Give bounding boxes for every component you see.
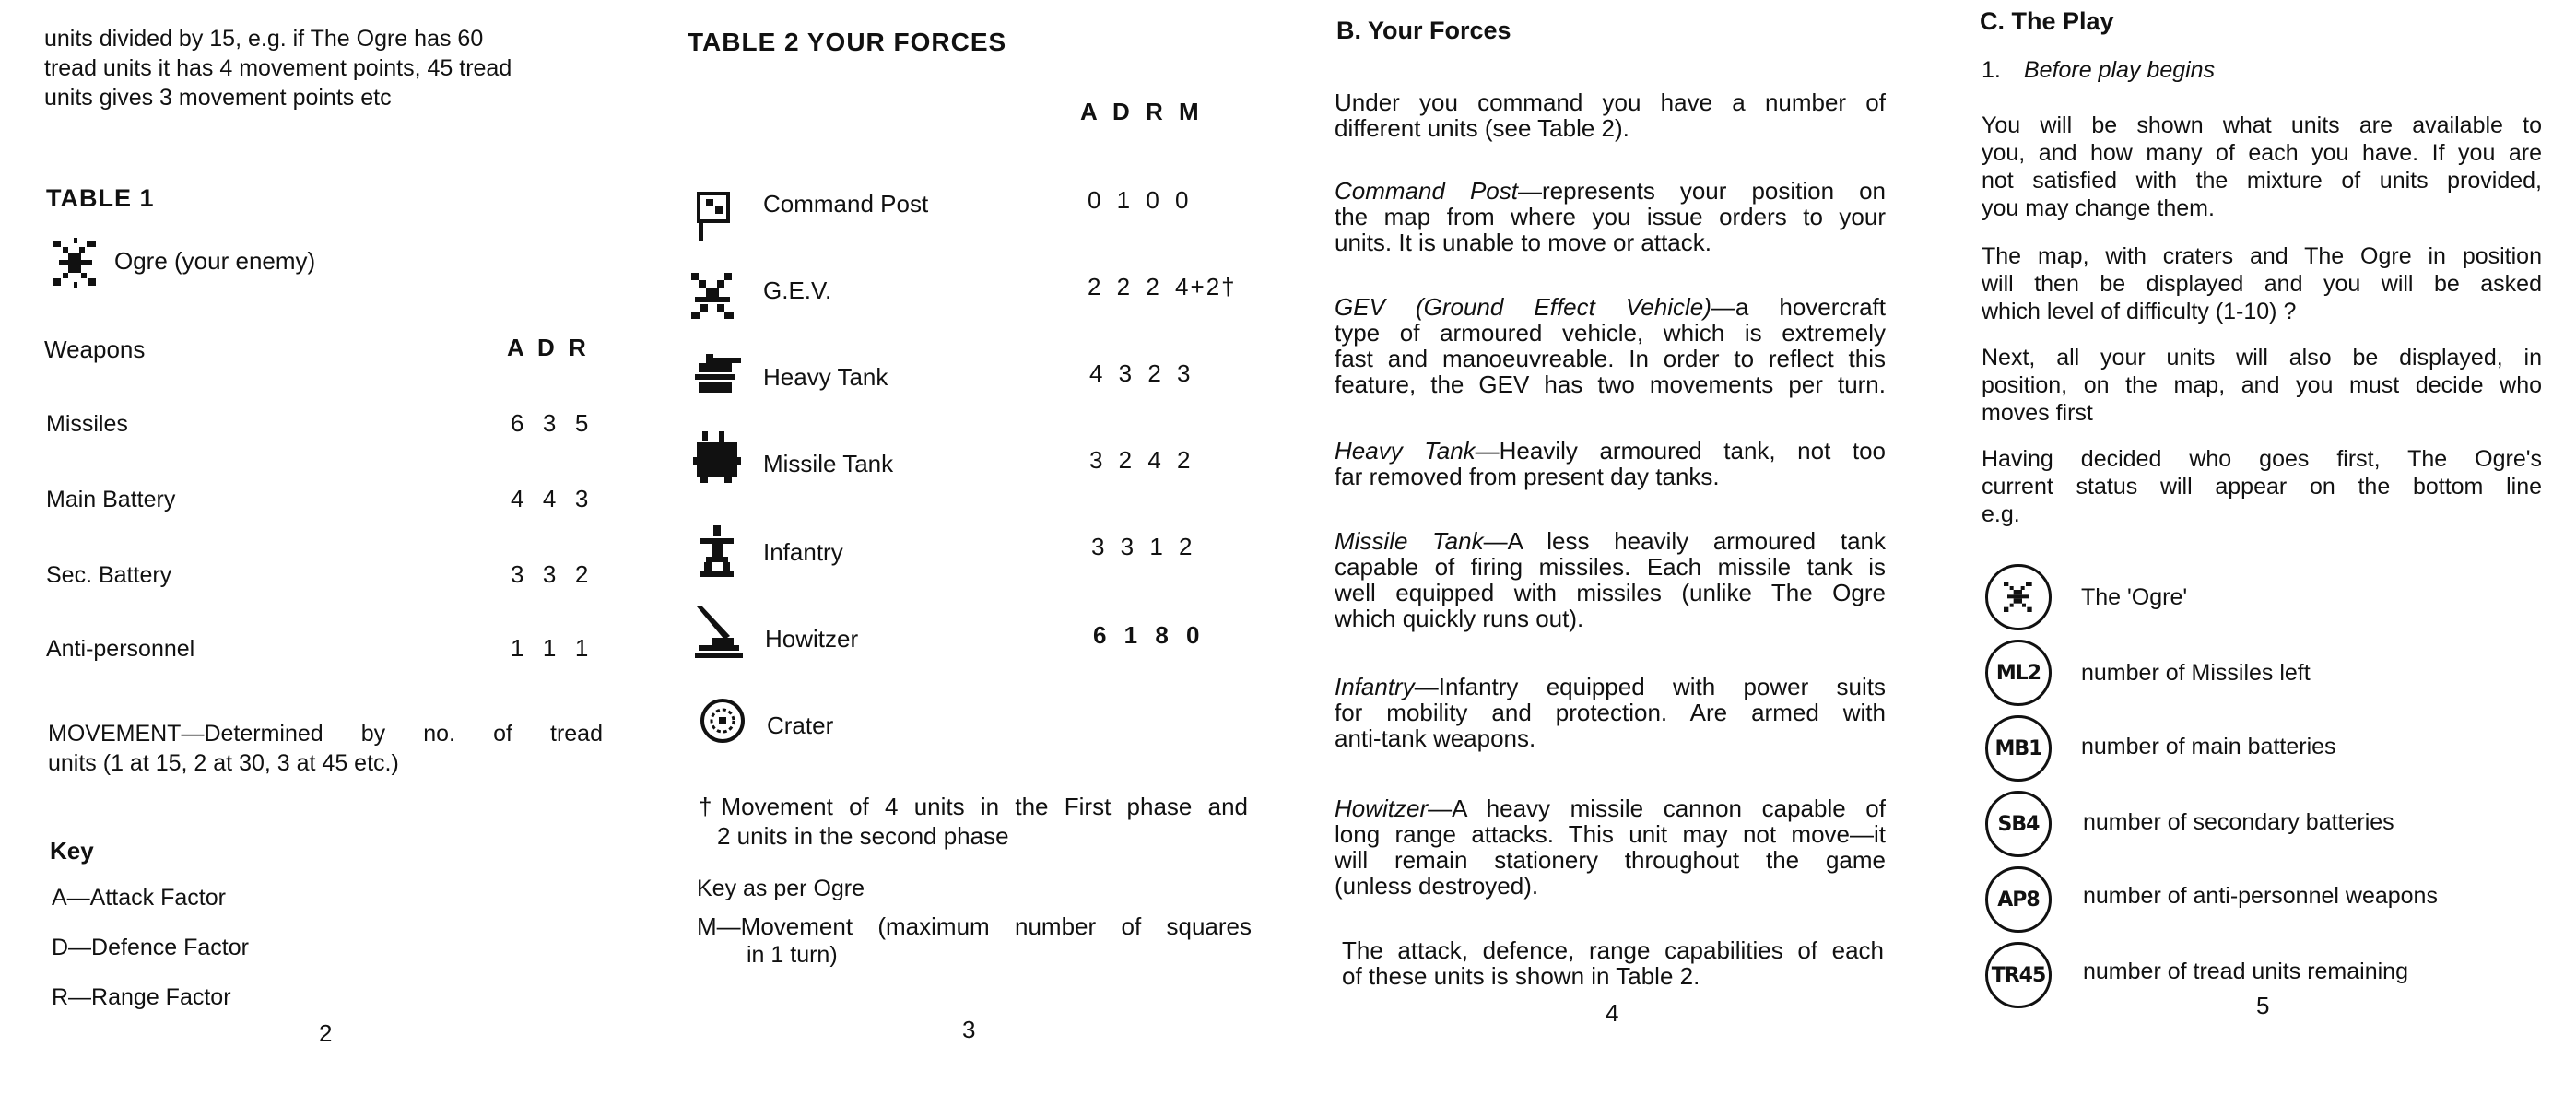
section-line: anti-tank weapons.	[1335, 724, 1536, 752]
para1-line: you, and how many of each you have. If you are	[1982, 140, 2542, 166]
para3-line: Next, all your units will also be displayed, in	[1982, 345, 2542, 371]
section-infantry-line-1: Infantry—Infantry equipped with power suits	[1335, 673, 1886, 700]
para1-line: not satisfied with the mixture of units provided,	[1982, 168, 2542, 194]
key-title: Key	[50, 837, 94, 865]
key-item: D—Defence Factor	[52, 935, 249, 960]
section-line: well equipped with missiles (unlike The Ogre	[1335, 579, 1886, 606]
section-gev-line-1: GEV (Ground Effect Vehicle)—a hovercraft	[1335, 293, 1886, 321]
your-forces-title: B. Your Forces	[1336, 17, 1511, 44]
page-number: 3	[962, 1016, 976, 1043]
status-badge: MB1	[1985, 715, 2052, 782]
section-line: will remain stationery throughout the game	[1335, 846, 1886, 874]
section-line: which quickly runs out).	[1335, 605, 1584, 632]
status-label: The 'Ogre'	[2081, 584, 2188, 610]
movement-key-line-1: M—Movement (maximum number of squares	[697, 912, 1252, 940]
section-line: capable of firing missiles. Each missile tank is	[1335, 553, 1886, 581]
footnote-line-2: 2 units in the second phase	[717, 822, 1009, 850]
section-howitzer-line-1: Howitzer—A heavy missile cannon capable of	[1335, 794, 1886, 822]
status-label: number of secondary batteries	[2083, 809, 2394, 835]
section-line: for mobility and protection. Are armed with	[1335, 699, 1886, 726]
para4-line: e.g.	[1982, 501, 2020, 527]
weapon-name: Anti-personnel	[46, 636, 195, 662]
unit-name: Crater	[767, 712, 834, 739]
para2-line: which level of difficulty (1-10) ?	[1982, 299, 2297, 324]
status-badge: TR45	[1985, 942, 2052, 1008]
unit-name: Command Post	[763, 190, 929, 218]
para3-line: position, on the map, and you must decide who	[1982, 372, 2542, 398]
subtitle: Before play begins	[2024, 57, 2216, 83]
weapons-col-header: A D R	[507, 334, 590, 361]
status-label: number of tread units remaining	[2083, 959, 2408, 984]
term: Missile Tank	[1335, 527, 1484, 555]
weapon-name: Sec. Battery	[46, 562, 172, 588]
subtitle-number: 1.	[1982, 57, 2001, 83]
ogre-status-badge	[1985, 564, 2052, 630]
para1-line: you may change them.	[1982, 195, 2215, 221]
closing-line-1: The attack, defence, range capabilities of each	[1342, 936, 1884, 964]
para2-line: will then be displayed and you will be asked	[1982, 271, 2542, 297]
forces-col-header: A D R M	[1080, 98, 1204, 125]
page-number: 5	[2256, 992, 2270, 1019]
intro-line-3: units gives 3 movement points etc	[44, 85, 392, 111]
unit-name: Infantry	[763, 538, 843, 566]
term: Command Post	[1335, 177, 1518, 205]
section-line: (unless destroyed).	[1335, 872, 1539, 900]
unit-values: 4 3 2 3	[1089, 359, 1193, 387]
status-label: number of anti-personnel weapons	[2083, 883, 2438, 909]
movement-line-2: units (1 at 15, 2 at 30, 3 at 45 etc.)	[48, 750, 399, 776]
weapon-values: 1 1 1	[511, 634, 591, 662]
unit-name: Howitzer	[765, 625, 859, 653]
term: Infantry	[1335, 673, 1415, 700]
para1-line: You will be shown what units are available to	[1982, 112, 2542, 138]
movement-key-line-2: in 1 turn)	[747, 942, 838, 968]
section-line: type of armoured vehicle, which is extremely	[1335, 319, 1886, 347]
weapon-values: 3 3 2	[511, 560, 591, 588]
crater-icon	[699, 695, 747, 747]
weapons-header: Weapons	[44, 335, 146, 363]
status-badge: AP8	[1985, 866, 2052, 933]
section-line: long range attacks. This unit may not move—it	[1335, 820, 1886, 848]
closing-line-2: of these units is shown in Table 2.	[1342, 962, 1700, 990]
key-item: A—Attack Factor	[52, 885, 226, 911]
movement-line-1: MOVEMENT—Determined by no. of tread	[48, 721, 603, 747]
unit-name: Heavy Tank	[763, 363, 888, 391]
section-heavy-tank-line-1: Heavy Tank—Heavily armoured tank, not too	[1335, 437, 1886, 465]
command-post-icon	[697, 190, 732, 243]
term: Howitzer	[1335, 794, 1429, 822]
intro-line-1: Under you command you have a number of	[1335, 88, 1886, 116]
para2-line: The map, with craters and The Ogre in position	[1982, 243, 2542, 269]
section-line: far removed from present day tanks.	[1335, 463, 1720, 490]
page-number: 4	[1606, 999, 1619, 1027]
unit-values: 3 2 4 2	[1089, 446, 1193, 474]
unit-values: 0 1 0 0	[1088, 186, 1191, 214]
missile-tank-icon	[691, 429, 743, 485]
intro-line-1: units divided by 15, e.g. if The Ogre has 60	[44, 26, 484, 52]
status-badge: ML2	[1985, 640, 2052, 706]
page-number: 2	[319, 1019, 333, 1047]
unit-values: 6 1 8 0	[1093, 621, 1202, 649]
heavy-tank-icon	[693, 350, 743, 394]
para3-line: moves first	[1982, 400, 2093, 426]
section-missile-tank-line-1: Missile Tank—A less heavily armoured tank	[1335, 527, 1886, 555]
term: GEV	[1335, 293, 1385, 321]
term: Heavy Tank	[1335, 437, 1476, 465]
footnote-line-1: †Movement of 4 units in the First phase and	[699, 793, 1248, 820]
infantry-icon	[697, 524, 737, 581]
ogre-label: Ogre (your enemy)	[114, 247, 316, 275]
para4-line: Having decided who goes first, The Ogre's	[1982, 446, 2542, 472]
unit-name: G.E.V.	[763, 276, 832, 304]
term-paren: (Ground Effect Vehicle)	[1415, 293, 1711, 321]
status-badge: SB4	[1985, 791, 2052, 857]
weapon-values: 6 3 5	[511, 409, 591, 437]
weapon-name: Missiles	[46, 411, 128, 437]
section-command-post-line-1: Command Post—represents your position on	[1335, 177, 1886, 205]
table-2-title: TABLE 2 YOUR FORCES	[688, 28, 1007, 56]
weapon-name: Main Battery	[46, 487, 176, 512]
weapon-values: 4 4 3	[511, 485, 591, 512]
status-label: number of Missiles left	[2081, 660, 2311, 686]
howitzer-icon	[693, 605, 745, 660]
status-label: number of main batteries	[2081, 734, 2336, 759]
gev-icon	[688, 269, 739, 324]
intro-line-2: different units (see Table 2).	[1335, 114, 1629, 142]
section-line: feature, the GEV has two movements per turn.	[1335, 371, 1886, 398]
the-play-title: C. The Play	[1980, 7, 2114, 35]
intro-line-2: tread units it has 4 movement points, 45 tread	[44, 55, 512, 81]
section-line: units. It is unable to move or attack.	[1335, 229, 1711, 256]
para4-line: current status will appear on the bottom line	[1982, 474, 2542, 500]
ogre-icon	[50, 236, 101, 291]
unit-name: Missile Tank	[763, 450, 894, 477]
section-line: fast and manoeuvreable. In order to reflect this	[1335, 345, 1886, 372]
key-as-per-ogre: Key as per Ogre	[697, 876, 865, 901]
key-item: R—Range Factor	[52, 984, 231, 1010]
unit-values: 2 2 2 4+2†	[1088, 273, 1237, 300]
ogre-icon	[2000, 579, 2037, 616]
table-1-title: TABLE 1	[46, 184, 155, 212]
section-line: the map from where you issue orders to your	[1335, 203, 1886, 230]
unit-values: 3 3 1 2	[1091, 533, 1194, 560]
